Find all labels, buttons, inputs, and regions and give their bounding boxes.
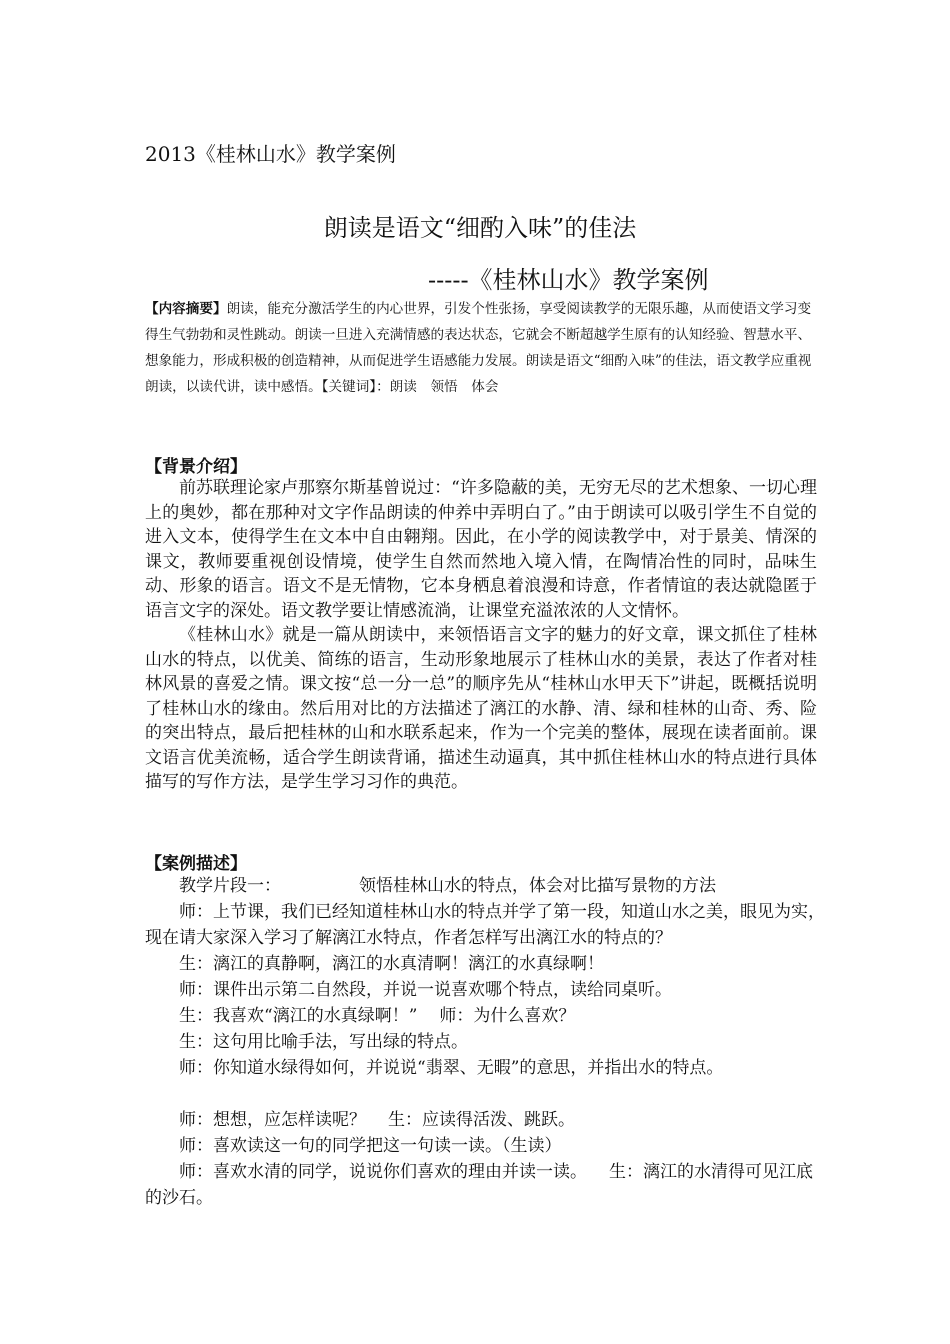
dialog-line: 生：这句用比喻手法，写出绿的特点。: [179, 1032, 468, 1052]
document-label: 2013《桂林山水》教学案例: [145, 142, 396, 166]
case-heading: 【案例描述】: [145, 854, 247, 874]
dialog-line: 师：你知道水绿得如何，并说说“翡翠、无暇”的意思，并指出水的特点。: [179, 1058, 724, 1078]
dialog-line: 生：漓江的真静啊，漓江的水真清啊！漓江的水真绿啊！: [179, 954, 604, 974]
dialog-line: 师：喜欢读这一句的同学把这一句读一读。（生读）: [179, 1136, 562, 1156]
dialog-line: [145, 1107, 825, 1133]
fragment-line: [145, 873, 825, 899]
paragraph: 前苏联理论家卢那察尔斯基曾说过：“许多隐蔽的美，无穷无尽的艺术想象、一切心理上的奥妙，都在那种对文字作品朗读的仲养中弄明白了。”由于朗读可以吸引学生不自觉的进入文本，使得学生在文本中自由翱翔。因此，在小学的阅读教学中，对于景美、情深的课文，教师要重视创设情境，使学生自然而然地入境入情，在陶情冶性的同时，品味生动、形象的语言。语文不是无情物，它本身栖息着浪漫和诗意，作者情谊的表达就隐匿于语言文字的深处。语文教学要让情感流淌，让课堂充溢浓浓的人文情怀。: [145, 478, 817, 621]
background-body: [145, 476, 817, 795]
keywords: ：朗读 领悟 体会: [376, 379, 499, 395]
paragraph: 《桂林山水》就是一篇从朗读中，来领悟语言文字的魅力的好文章，课文抓住了桂林山水的特点，以优美、简练的语言，生动形象地展示了桂林山水的美景，表达了作者对桂林风景的喜爱之情。课文按“总一分一总”的顺序先从“桂林山水甲天下”讲起，既概括说明了桂林山水的缘由。然后用对比的方法描述了漓江的水静、清、绿和桂林的山奇、秀、险的突出特点，最后把桂林的山和水联系起来，作为一个完美的整体，展现在读者面前。课文语言优美流畅，适合学生朗读背诵，描述生动逼真，其中抓住桂林山水的特点进行具体描写的写作方法，是学生学习习作的典范。: [145, 625, 817, 792]
keywords-label: 【关键词】: [321, 379, 377, 395]
abstract-text: 朗读，能充分激活学生的内心世界，引发个性张扬，享受阅读教学的无限乐趣，从而使语文学习变得生气勃勃和灵性跳动。朗读一旦进入充满情感的表达状态，它就会不断超越学生原有的认知经验、智慧水平、想象能力，形成积极的创造精神，从而促进学生语感能力发展。朗读是语文“细酌入味”的佳法，语文教学应重视朗读，以读代讲，读中感悟。: [145, 301, 812, 395]
dialog-line: 师：上节课，我们已经知道桂林山水的特点并学了第一段，知道山水之美，眼见为实，现在请大家深入学习了解漓江水特点，作者怎样写出漓江水的特点的？: [145, 902, 825, 948]
page-subtitle: -----《桂林山水》教学案例: [428, 266, 709, 294]
dialog-utterance: 生：我喜欢“漓江的水真绿啊！”: [179, 1006, 418, 1026]
blank-line: [145, 1081, 825, 1107]
dialog-line: [145, 1159, 825, 1211]
fragment-title: 领悟桂林山水的特点，体会对比描写景物的方法: [359, 876, 716, 896]
dialog-utterance: 师：想想，应怎样读呢？: [179, 1110, 366, 1130]
page-title: 朗读是语文“细酌入味”的佳法: [323, 214, 637, 242]
background-heading: 【背景介绍】: [145, 457, 247, 477]
abstract-label: 【内容摘要】: [145, 301, 227, 317]
dialog-utterance: 生：漓江的水清得可见江底的沙石。: [145, 1162, 813, 1208]
dialog-utterance: 生：应读得活泼、跳跃。: [388, 1110, 575, 1130]
dialog-utterance: 师：喜欢水清的同学，说说你们喜欢的理由并读一读。: [179, 1162, 587, 1182]
dialog-line: 师：课件出示第二自然段，并说一说喜欢哪个特点，读给同桌听。: [179, 980, 672, 1000]
dialog-utterance: 师：为什么喜欢？: [439, 1006, 576, 1026]
dialog-line: [145, 1003, 825, 1029]
abstract: [145, 296, 813, 400]
fragment-label: 教学片段一：: [179, 876, 281, 896]
case-dialog: [145, 873, 825, 1211]
